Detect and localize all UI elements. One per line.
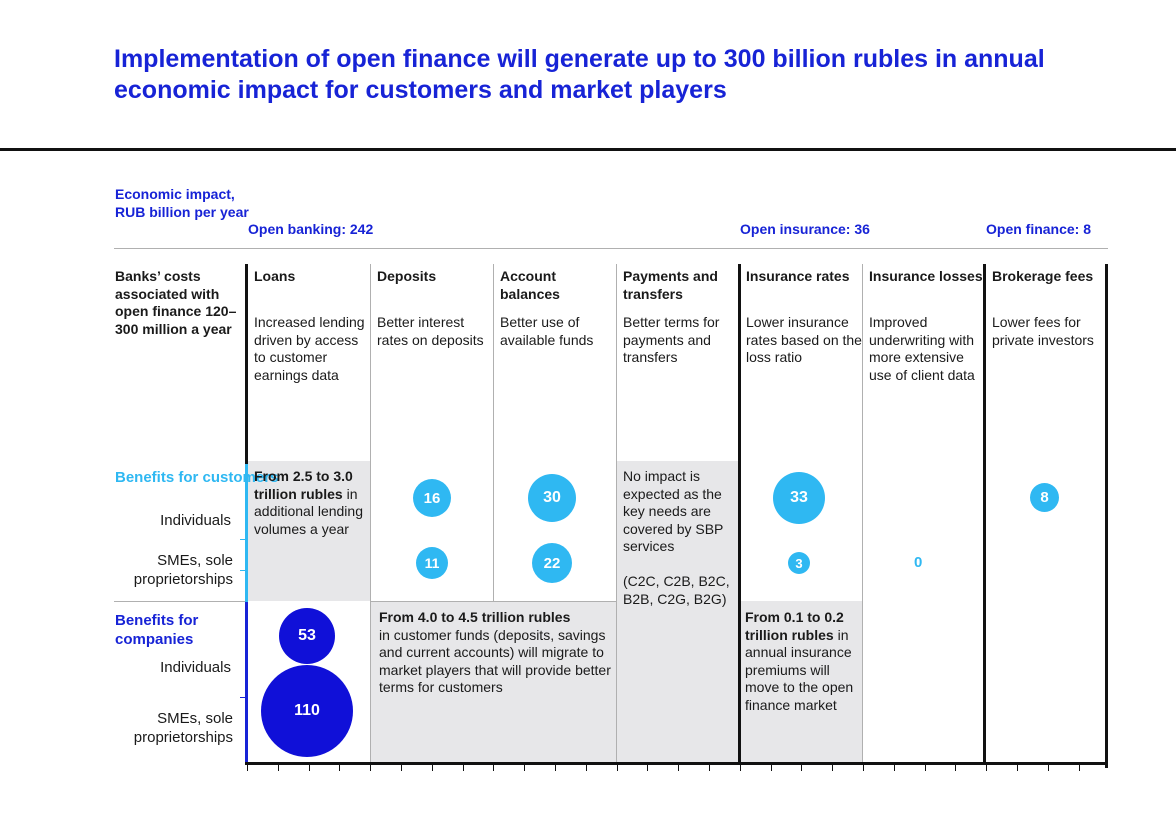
- axis-tick: [1017, 764, 1018, 771]
- deposits-companies-text: [379, 609, 613, 697]
- col-desc-loans: Increased lending driven by access to customer earnings data: [254, 314, 365, 383]
- loans-customers-bold: From 2.5 to 3.0 trillion rubles: [254, 468, 353, 502]
- axis-tick: [1079, 764, 1080, 771]
- payments-no-impact: No impact is expected as the key needs are covered by SBP services: [623, 468, 724, 554]
- row-tick: [240, 697, 247, 698]
- loans-customers-rest: in additional lending volumes a year: [254, 485, 363, 537]
- col-title-insurance-losses: Insurance losses: [869, 268, 983, 284]
- col-title-loans: Loans: [254, 268, 296, 284]
- col-line-companies: [245, 602, 248, 764]
- group-open-banking: Open banking: 242: [248, 221, 374, 237]
- axis-tick: [524, 764, 525, 771]
- axis-tick: [801, 764, 802, 771]
- col-title-balances: Account balances: [500, 268, 560, 302]
- row-label-companies-smes: SMEs, sole proprietorships: [133, 710, 233, 746]
- insurance-companies-text: [745, 609, 857, 714]
- axis-tick: [925, 764, 926, 771]
- axis-tick: [370, 764, 371, 771]
- axis-tick: [986, 764, 987, 771]
- bubble-insurance-customers-individuals: 33: [773, 472, 825, 524]
- col-title-insurance-rates: Insurance rates: [746, 268, 850, 284]
- bubble-brokerage-customers-individuals: 8: [1030, 483, 1059, 512]
- row-tick: [240, 570, 247, 571]
- col-title-brokerage: Brokerage fees: [992, 268, 1094, 284]
- axis-tick: [278, 764, 279, 771]
- deposits-companies-bold: From 4.0 to 4.5 trillion rubles: [379, 609, 571, 625]
- axis-tick: [586, 764, 587, 771]
- title-divider: [0, 148, 1176, 151]
- col-title-deposits: Deposits: [377, 268, 437, 284]
- axis-tick: [894, 764, 895, 771]
- col-desc-payments: Better terms for payments and transfers: [623, 314, 720, 365]
- loans-customers-text: [254, 468, 368, 538]
- axis-tick: [863, 764, 864, 771]
- row-separator-left: [114, 601, 247, 602]
- col-line-loans: [245, 264, 248, 464]
- bubble-loans-companies-smes: 110: [261, 665, 353, 757]
- row-label-companies-individuals: Individuals: [160, 659, 231, 676]
- row-title-customers: Benefits for customers: [115, 469, 279, 486]
- axis-tick: [709, 764, 710, 771]
- col-desc-insurance-losses: Improved underwriting with more extensive use of client data: [869, 314, 975, 383]
- bottom-axis: [245, 762, 1108, 765]
- group-open-insurance: Open insurance: 36: [740, 221, 870, 237]
- bubble-insurance-customers-smes: 3: [788, 552, 810, 574]
- col-desc-insurance-rates: Lower insurance rates based on the loss ratio: [746, 314, 862, 365]
- axis-tick: [740, 764, 741, 771]
- bubble-balances-customers-individuals: 30: [528, 474, 576, 522]
- group-open-finance: Open finance: 8: [986, 221, 1092, 237]
- axis-tick: [432, 764, 433, 771]
- banks-costs-label: Banks’ costs associated with open finance 120–300 million a year: [115, 268, 237, 337]
- payments-types: (C2C, C2B, B2C, B2B, C2G, B2G): [623, 573, 730, 607]
- axis-tick: [401, 764, 402, 771]
- axis-tick: [247, 764, 248, 771]
- row-label-customers-individuals: Individuals: [160, 512, 231, 529]
- bubble-deposits-customers-smes: 11: [416, 547, 448, 579]
- axis-tick: [617, 764, 618, 771]
- insurance-companies-rest: in annual insurance premiums will move to the open finance market: [745, 626, 854, 713]
- axis-tick: [309, 764, 310, 771]
- bubble-loans-companies-individuals: 53: [279, 608, 335, 664]
- axis-tick: [771, 764, 772, 771]
- unit-label: Economic impact, RUB billion per year: [115, 186, 249, 220]
- insurance-companies-bold: From 0.1 to 0.2 trillion rubles: [745, 609, 844, 643]
- insurance-losses-zero: 0: [914, 554, 923, 571]
- row-separator: [370, 601, 616, 602]
- axis-tick: [678, 764, 679, 771]
- axis-tick: [1048, 764, 1049, 771]
- axis-tick: [493, 764, 494, 771]
- axis-tick: [955, 764, 956, 771]
- col-desc-balances: Better use of available funds: [500, 314, 594, 348]
- bubble-balances-customers-smes: 22: [532, 543, 572, 583]
- bubble-deposits-customers-individuals: 16: [413, 479, 451, 517]
- col-title-payments: Payments and transfers: [623, 268, 718, 302]
- header-divider: [114, 248, 1108, 249]
- axis-tick: [832, 764, 833, 771]
- axis-tick: [463, 764, 464, 771]
- row-title-companies: Benefits for companies: [115, 612, 199, 648]
- row-tick: [240, 539, 247, 540]
- row-label-customers-smes: SMEs, sole proprietorships: [133, 552, 233, 588]
- axis-tick: [339, 764, 340, 771]
- col-desc-deposits: Better interest rates on deposits: [377, 314, 484, 348]
- axis-tick: [647, 764, 648, 771]
- axis-tick: [555, 764, 556, 771]
- page-title: Implementation of open finance will generate up to 300 billion rubles in annual economic impact for customers and market players: [114, 45, 1045, 104]
- deposits-companies-rest: in customer funds (deposits, savings and current accounts) will migrate to market players that will provide better terms for customers: [379, 626, 611, 695]
- col-desc-brokerage: Lower fees for private investors: [992, 314, 1094, 348]
